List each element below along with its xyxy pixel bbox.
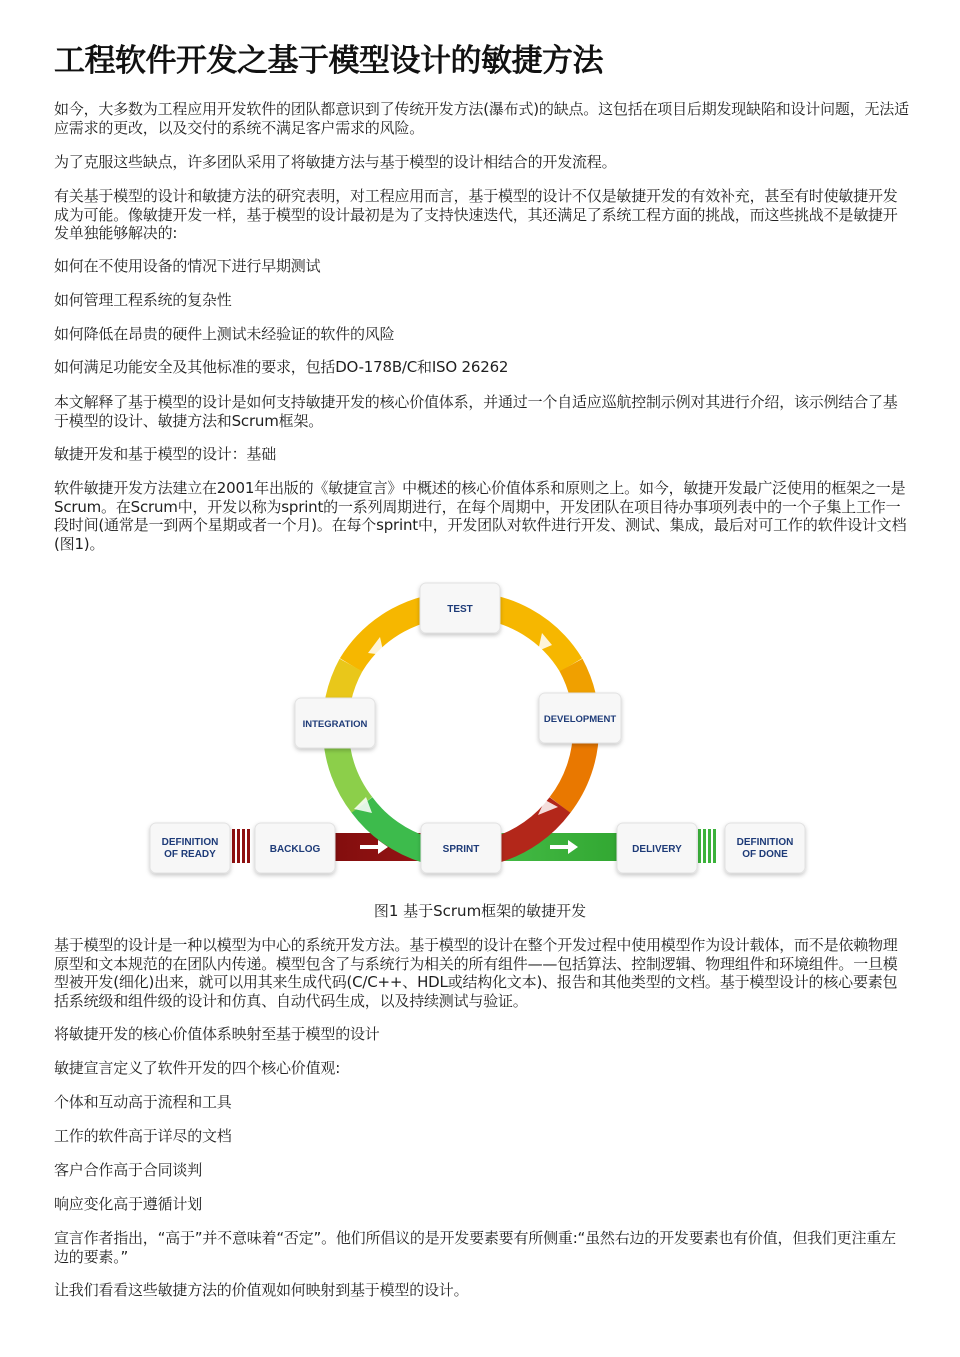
paragraph-overcome: 为了克服这些缺点，许多团队采用了将敏捷方法与基于模型的设计相结合的开发流程。 [54,153,617,171]
paragraph-closing: 让我们看看这些敏捷方法的价值观如何映射到基于模型的设计。 [54,1281,469,1299]
paragraph-authors-note: 宣言作者指出，“高于”并不意味着“否定”。他们所倡议的是开发要素要有所侧重:“虽然右边的开发要素也有价值，但我们更注重左边的要素。” [54,1229,896,1266]
integration-label: INTEGRATION [302,719,368,730]
development-label: DEVELOPMENT [543,714,617,725]
definition-of-ready-label-2: OF READY [164,849,216,860]
list-item-hardware-risk: 如何降低在昂贵的硬件上测试未经验证的软件的风险 [54,325,395,343]
definition-of-done-box [725,823,805,873]
test-label: TEST [447,604,473,615]
list-item-value-software: 工作的软件高于详尽的文档 [54,1127,232,1145]
list-item-early-testing: 如何在不使用设备的情况下进行早期测试 [54,257,321,275]
figure-caption: 图1 基于Scrum框架的敏捷开发 [373,902,587,920]
paragraph-scrum: 软件敏捷开发方法建立在2001年出版的《敏捷宣言》中概述的核心价值体系和原则之上。如今，敏捷开发最广泛使用的框架之一是Scrum。在Scrum中，开发以称为sprint的一系列周期进行，在每个周期中，开发团队在项目待办事项列表中的一个子集上工作一段时间(通常是一到两个星期或者一个月)。在每个sprint中，开发团队对软件进行开发、测试、集成，最后对可工作的软件设计文档(图1)。 [54,479,907,553]
section-heading-basics: 敏捷开发和基于模型的设计：基础 [54,445,277,463]
list-item-standards: 如何满足功能安全及其他标准的要求，包括DO-178B/C和ISO 26262 [54,358,509,376]
paragraph-research: 有关基于模型的设计和敏捷方法的研究表明，对工程应用而言，基于模型的设计不仅是敏捷开发的有效补充，甚至有时使敏捷开发成为可能。像敏捷开发一样，基于模型的设计最初是为了支持快速迭代，其还满足了系统工程方面的挑战，而这些挑战不是敏捷开发单独能够解决的: [54,187,898,242]
paragraph-mbd-definition: 基于模型的设计是一种以模型为中心的系统开发方法。基于模型的设计在整个开发过程中使用模型作为设计载体，而不是依赖物理原型和文本规范的在团队内传递。模型包含了与系统行为相关的所有组件——包括算法、控制逻辑、物理组件和环境组件。一旦模型被开发(细化)出来，就可以用其来生成代码(C/C++、HDL或结构化文本)、报告和其他类型的文档。基于模型设计的核心要素包括系统级和组件级的设计和仿真、自动代码生成，以及持续测试与验证。 [54,936,898,1010]
definition-of-ready-label-1: DEFINITION [161,837,219,848]
list-item-value-individuals: 个体和互动高于流程和工具 [54,1093,232,1111]
section-heading-mapping: 将敏捷开发的核心价值体系映射至基于模型的设计 [54,1025,380,1043]
delivery-label: DELIVERY [632,844,682,855]
definition-of-done-label-2: OF DONE [742,849,788,860]
list-item-value-change: 响应变化高于遵循计划 [54,1195,203,1213]
paragraph-article-explains: 本文解释了基于模型的设计是如何支持敏捷开发的核心价值体系，并通过一个自适应巡航控制示例对其进行介绍，该示例结合了基于模型的设计、敏捷方法和Scrum框架。 [54,393,898,430]
paragraph-manifesto-values: 敏捷宣言定义了软件开发的四个核心价值观: [54,1059,341,1077]
sprint-label: SPRINT [442,844,480,855]
definition-of-done-label-1: DEFINITION [736,837,794,848]
list-item-complexity: 如何管理工程系统的复杂性 [54,291,232,309]
list-item-value-collaboration: 客户合作高于合同谈判 [54,1161,203,1179]
done-stripes [698,829,716,863]
definition-of-ready-box [150,823,230,873]
page-title: 工程软件开发之基于模型设计的敏捷方法 [54,43,603,79]
ring-arrows [354,633,558,815]
ready-stripes [232,829,250,863]
paragraph-intro: 如今，大多数为工程应用开发软件的团队都意识到了传统开发方法(瀑布式)的缺点。这包括在项目后期发现缺陷和设计问题，无法适应需求的更改，以及交付的系统不满足客户需求的风险。 [54,100,909,137]
backlog-label: BACKLOG [269,844,321,855]
scrum-diagram [140,575,820,885]
